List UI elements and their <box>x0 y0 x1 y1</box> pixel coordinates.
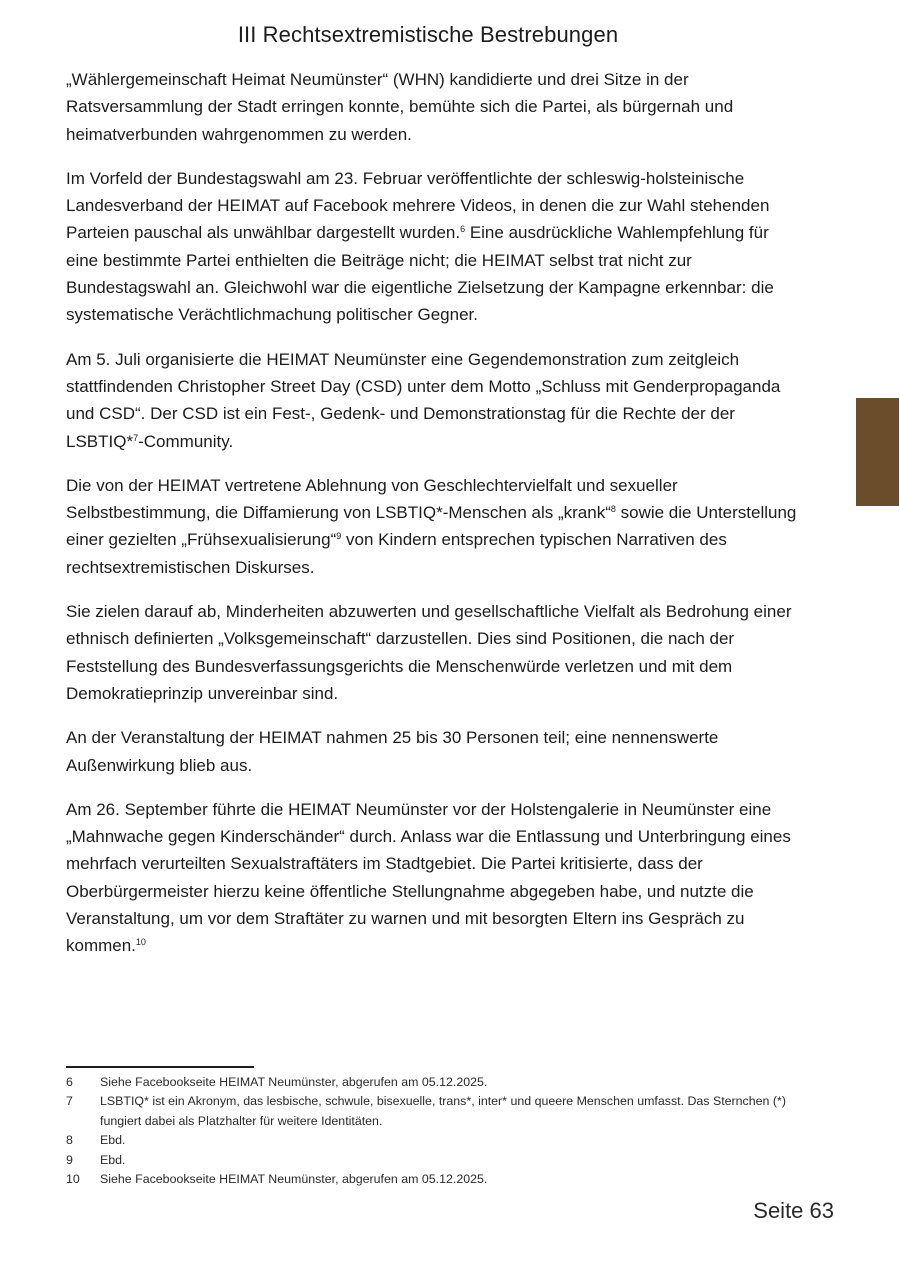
paragraph-6 <box>66 724 801 779</box>
paragraph-7 <box>66 796 801 960</box>
footnotes-list <box>66 1073 801 1189</box>
paragraph-5-text: Sie zielen darauf ab, Minderheiten abzuwerten und gesellschaftliche Vielfalt als Bedrohung einer ethnisch definierten „Volksgemeinschaft“ darzustellen. Dies sind Positionen, die nach der Feststellung des Bundesverfassungsgerichts die Menschenwürde verletzen und mit dem Demokratieprinzip unvereinbar sind. <box>66 602 792 703</box>
chapter-side-tab <box>856 398 899 506</box>
paragraph-7-text: Am 26. September führte die HEIMAT Neumünster vor der Holstengalerie in Neumünster eine „Mahnwache gegen Kinderschänder“ durch. Anlass war die Entlassung und Unterbringung eines mehrfach verurteilten Sexualstraftäters im Stadtgebiet. Die Partei kritisierte, dass der Oberbürgermeister hierzu keine öffentliche Stellungnahme abgegeben habe, und nutzte die Veranstaltung, um vor dem Straftäter zu warnen und mit besorgten Eltern ins Gespräch zu kommen. <box>66 799 791 956</box>
footnote-ref-8[interactable]: 8 <box>610 504 616 515</box>
footnote-text: LSBTIQ* ist ein Akronym, das lesbische, schwule, bisexuelle, trans*, inter* und queere Menschen umfasst. Das Sternchen (*) fungiert dabei als Platzhalter für weitere Identitäten. <box>100 1094 786 1128</box>
footnote-item <box>66 1131 801 1150</box>
paragraph-4 <box>66 472 801 581</box>
paragraph-4-text-b: sowie die Unterstellung einer gezielten „Frühsexualisierung“ <box>66 503 797 550</box>
paragraph-1 <box>66 66 801 148</box>
footnote-item <box>66 1073 801 1092</box>
footnote-item <box>66 1170 801 1189</box>
footnote-number: 8 <box>66 1133 73 1148</box>
paragraph-2-text-b: Eine ausdrückliche Wahlempfehlung für eine bestimmte Partei enthielten die Beiträge nicht; die HEIMAT selbst trat nicht zur Bundestagswahl an. Gleichwohl war die eigentliche Zielsetzung der Kampagne erkennbar: die systematische Verächtlichmachung politischer Gegner. <box>66 223 774 325</box>
paragraph-3 <box>66 346 801 455</box>
footnote-text: Siehe Facebookseite HEIMAT Neumünster, abgerufen am 05.12.2025. <box>100 1075 488 1089</box>
paragraph-2 <box>66 165 801 329</box>
paragraph-6-text: An der Veranstaltung der HEIMAT nahmen 25 bis 30 Personen teil; eine nennenswerte Außenwirkung blieb aus. <box>66 728 719 775</box>
footnote-item <box>66 1092 801 1131</box>
footnote-number: 10 <box>66 1172 80 1187</box>
page-number: Seite 63 <box>753 1198 834 1223</box>
paragraph-3-text-a: Am 5. Juli organisierte die HEIMAT Neumünster eine Gegendemonstration zum zeitgleich stattfindenden Christopher Street Day (CSD) unter dem Motto „Schluss mit Genderpropaganda und CSD“. Der CSD ist ein Fest-, Gedenk- und Demonstrationstag für die Rechte der der LSBTIQ* <box>66 349 781 451</box>
footnote-ref-10[interactable]: 10 <box>135 937 146 948</box>
page-header-title: III Rechtsextremistische Bestrebungen <box>237 22 619 47</box>
paragraph-4-text-a: Die von der HEIMAT vertretene Ablehnung von Geschlechtervielfalt und sexueller Selbstbestimmung, die Diffamierung von LSBTIQ*-Menschen als „krank“ <box>66 475 678 523</box>
footnote-text: Siehe Facebookseite HEIMAT Neumünster, abgerufen am 05.12.2025. <box>100 1172 488 1187</box>
footnote-ref-9[interactable]: 9 <box>336 531 342 542</box>
footnote-ref-7[interactable]: 7 <box>133 432 139 443</box>
paragraph-4-text-c: von Kindern entsprechen typischen Narrativen des rechtsextremistischen Diskurses. <box>66 530 727 577</box>
paragraph-5 <box>66 598 801 707</box>
paragraph-3-text-b: -Community. <box>138 431 234 451</box>
footnote-number: 7 <box>66 1094 73 1109</box>
footnote-text: Ebd. <box>100 1152 126 1167</box>
footnote-number: 9 <box>66 1152 73 1167</box>
footnote-ref-6[interactable]: 6 <box>460 224 466 235</box>
footnote-divider <box>66 1066 254 1068</box>
paragraph-2-text-a: Im Vorfeld der Bundestagswahl am 23. Februar veröffentlichte der schleswig-holsteinische Landesverband der HEIMAT auf Facebook mehrere Videos, in denen die zur Wahl stehenden Parteien pauschal als unwählbar dargestellt wurden. <box>66 168 770 243</box>
footnote-item <box>66 1151 801 1170</box>
body-text <box>66 66 801 977</box>
paragraph-1-text: „Wählergemeinschaft Heimat Neumünster“ (WHN) kandidierte und drei Sitze in der Ratsversammlung der Stadt erringen konnte, bemühte sich die Partei, als bürgernah und heimatverbunden wahrgenommen zu werden. <box>66 70 734 144</box>
footnote-number: 6 <box>66 1075 73 1089</box>
footnote-text: Ebd. <box>100 1133 126 1148</box>
